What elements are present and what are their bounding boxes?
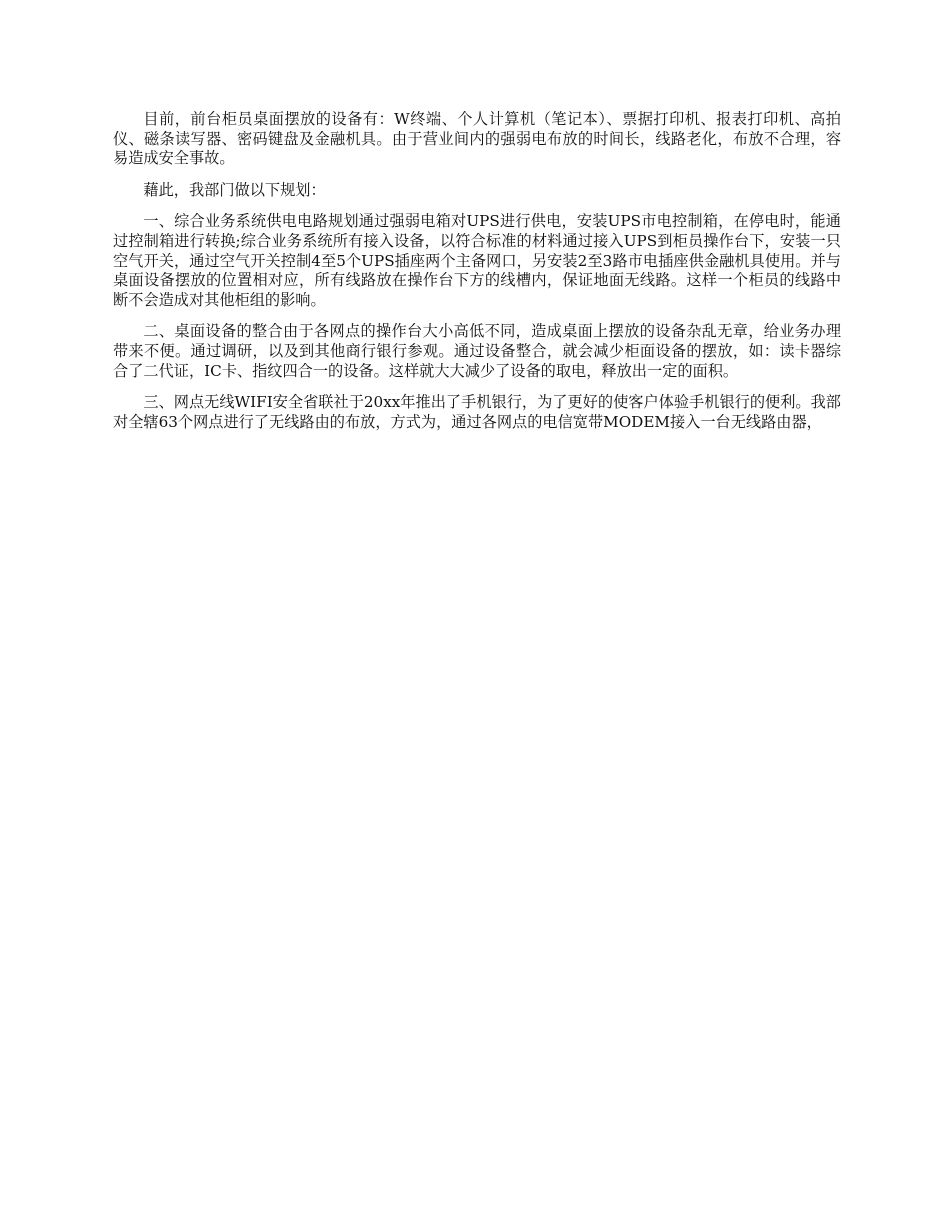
paragraph-desk-equipment: 二、桌面设备的整合由于各网点的操作台大小高低不同，造成桌面上摆放的设备杂乱无章，给业务办理带来不便。通过调研，以及到其他商行银行参观。通过设备整合，就会减少柜面设备的摆放，如：读卡器综合了二代证，IC卡、指纹四合一的设备。这样就大大减少了设备的取电，释放出一定的面积。 (113, 322, 841, 380)
paragraph-wifi: 三、网点无线WIFI安全省联社于20xx年推出了手机银行，为了更好的使客户体验手机银行的便利。我部对全辖63个网点进行了无线路由的布放，方式为，通过各网点的电信宽带MODEM接入一台无线路由器， (113, 393, 841, 431)
document-body (113, 110, 841, 444)
paragraph-plan-lead: 藉此，我部门做以下规划： (143, 180, 326, 199)
paragraph-intro: 目前，前台柜员桌面摆放的设备有：W终端、个人计算机（笔记本）、票据打印机、报表打印机、高拍仪、磁条读写器、密码键盘及金融机具。由于营业间内的强弱电布放的时间长，线路老化，布放不合理，容易造成安全事故。 (113, 110, 841, 168)
paragraph-power-plan: 一、综合业务系统供电电路规划通过强弱电箱对UPS进行供电，安装UPS市电控制箱，在停电时，能通过控制箱进行转换;综合业务系统所有接入设备，以符合标准的材料通过接入UPS到柜员操作台下，安装一只空气开关，通过空气开关控制4至5个UPS插座两个主备网口，另安装2至3路市电插座供金融机具使用。并与桌面设备摆放的位置相对应，所有线路放在操作台下方的线槽内，保证地面无线路。这样一个柜员的线路中断不会造成对其他柜组的影响。 (113, 212, 841, 309)
